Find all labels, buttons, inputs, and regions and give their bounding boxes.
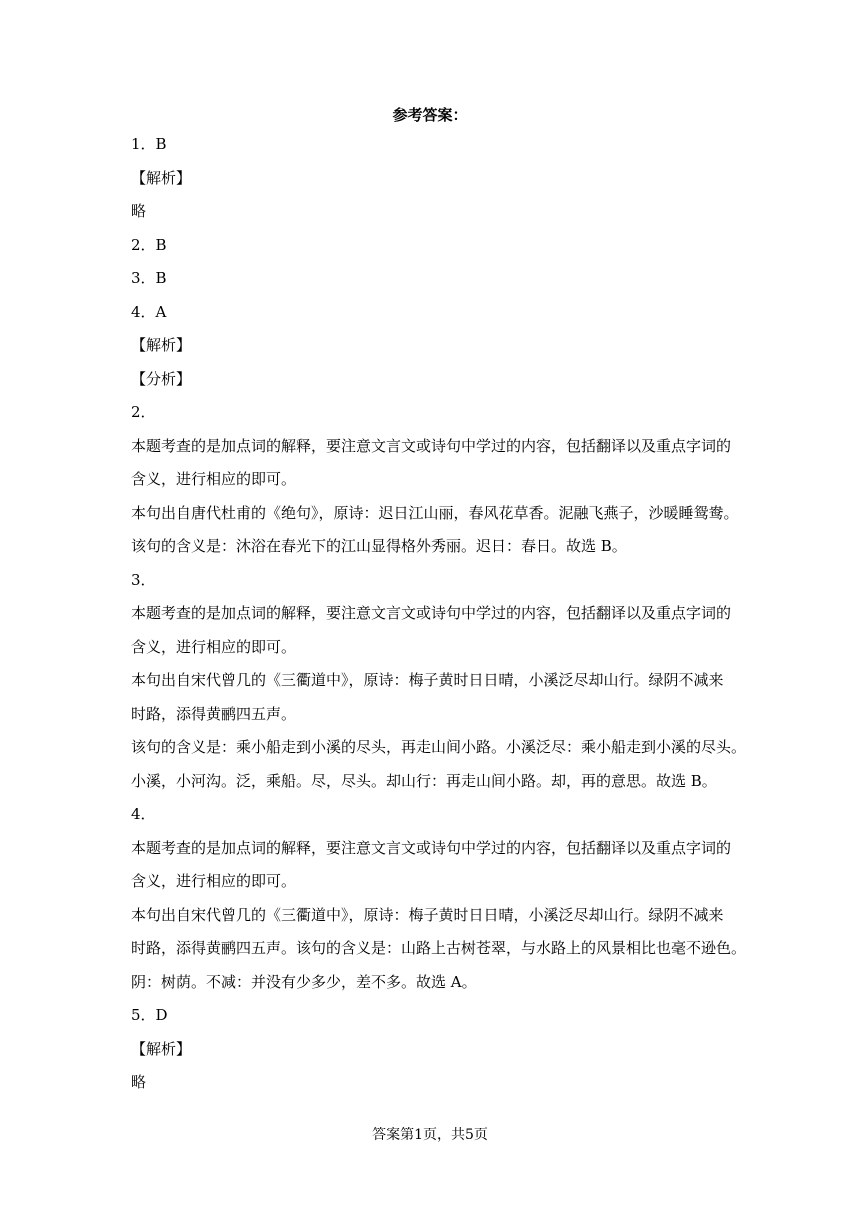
text-line: 2．	[131, 403, 156, 421]
text-line: 含义，进行相应的即可。	[131, 470, 297, 488]
text-line: 该句的含义是：乘小船走到小溪的尽头，再走山间小路。小溪泛尽：乘小船走到小溪的尽头。	[131, 738, 747, 756]
text-line: 本句出自宋代曾几的《三衢道中》，原诗：梅子黄时日日晴，小溪泛尽却山行。绿阴不减来	[131, 905, 724, 924]
text-line: 【解析】	[131, 168, 192, 187]
text-line: 该句的含义是：沐浴在春光下的江山显得格外秀丽。迟日：春日。故选 B。	[131, 537, 627, 555]
text-line: 本题考查的是加点词的解释，要注意文言文或诗句中学过的内容，包括翻译以及重点字词的	[131, 604, 732, 622]
text-line: 【解析】	[131, 336, 192, 354]
text-line: 4．	[131, 805, 156, 823]
text-line: 含义，进行相应的即可。	[131, 637, 297, 656]
answer-title: 参考答案：	[392, 106, 468, 124]
text-line: 时路，添得黄鹂四五声。	[131, 704, 297, 723]
text-line: 含义，进行相应的即可。	[131, 872, 297, 890]
text-line: 【分析】	[131, 369, 192, 388]
text-line: 本句出自唐代杜甫的《绝句》，原诗：迟日江山丽，春风花草香。泥融飞燕子，沙暖睡鸳鸯。	[131, 503, 739, 522]
text-line: 小溪，小河沟。泛，乘船。尽，尽头。却山行：再走山间小路。却，再的意思。故选 B。	[131, 771, 717, 790]
text-line: 本句出自宋代曾几的《三衢道中》，原诗：梅子黄时日日晴，小溪泛尽却山行。绿阴不减来	[131, 671, 724, 689]
text-line: 5．D	[131, 1006, 168, 1024]
page-footer: 答案第1页，共5页	[372, 1127, 488, 1143]
text-line: 阴：树荫。不减：并没有少多少，差不多。故选 A。	[131, 972, 477, 991]
text-line: 【解析】	[131, 1039, 192, 1058]
text-line: 2．B	[131, 235, 167, 254]
text-line: 略	[131, 202, 147, 220]
text-line: 4．A	[131, 302, 167, 321]
answer-content	[131, 133, 747, 1105]
text-line: 时路，添得黄鹂四五声。该句的含义是：山路上古树苍翠，与水路上的风景相比也毫不逊色。	[131, 939, 747, 957]
text-line: 略	[131, 1073, 147, 1091]
text-line: 3．	[131, 570, 156, 589]
text-line: 本题考查的是加点词的解释，要注意文言文或诗句中学过的内容，包括翻译以及重点字词的	[131, 838, 732, 857]
text-line: 3．B	[131, 269, 167, 287]
text-line: 1．B	[131, 135, 167, 153]
text-line: 本题考查的是加点词的解释，要注意文言文或诗句中学过的内容，包括翻译以及重点字词的	[131, 436, 732, 455]
